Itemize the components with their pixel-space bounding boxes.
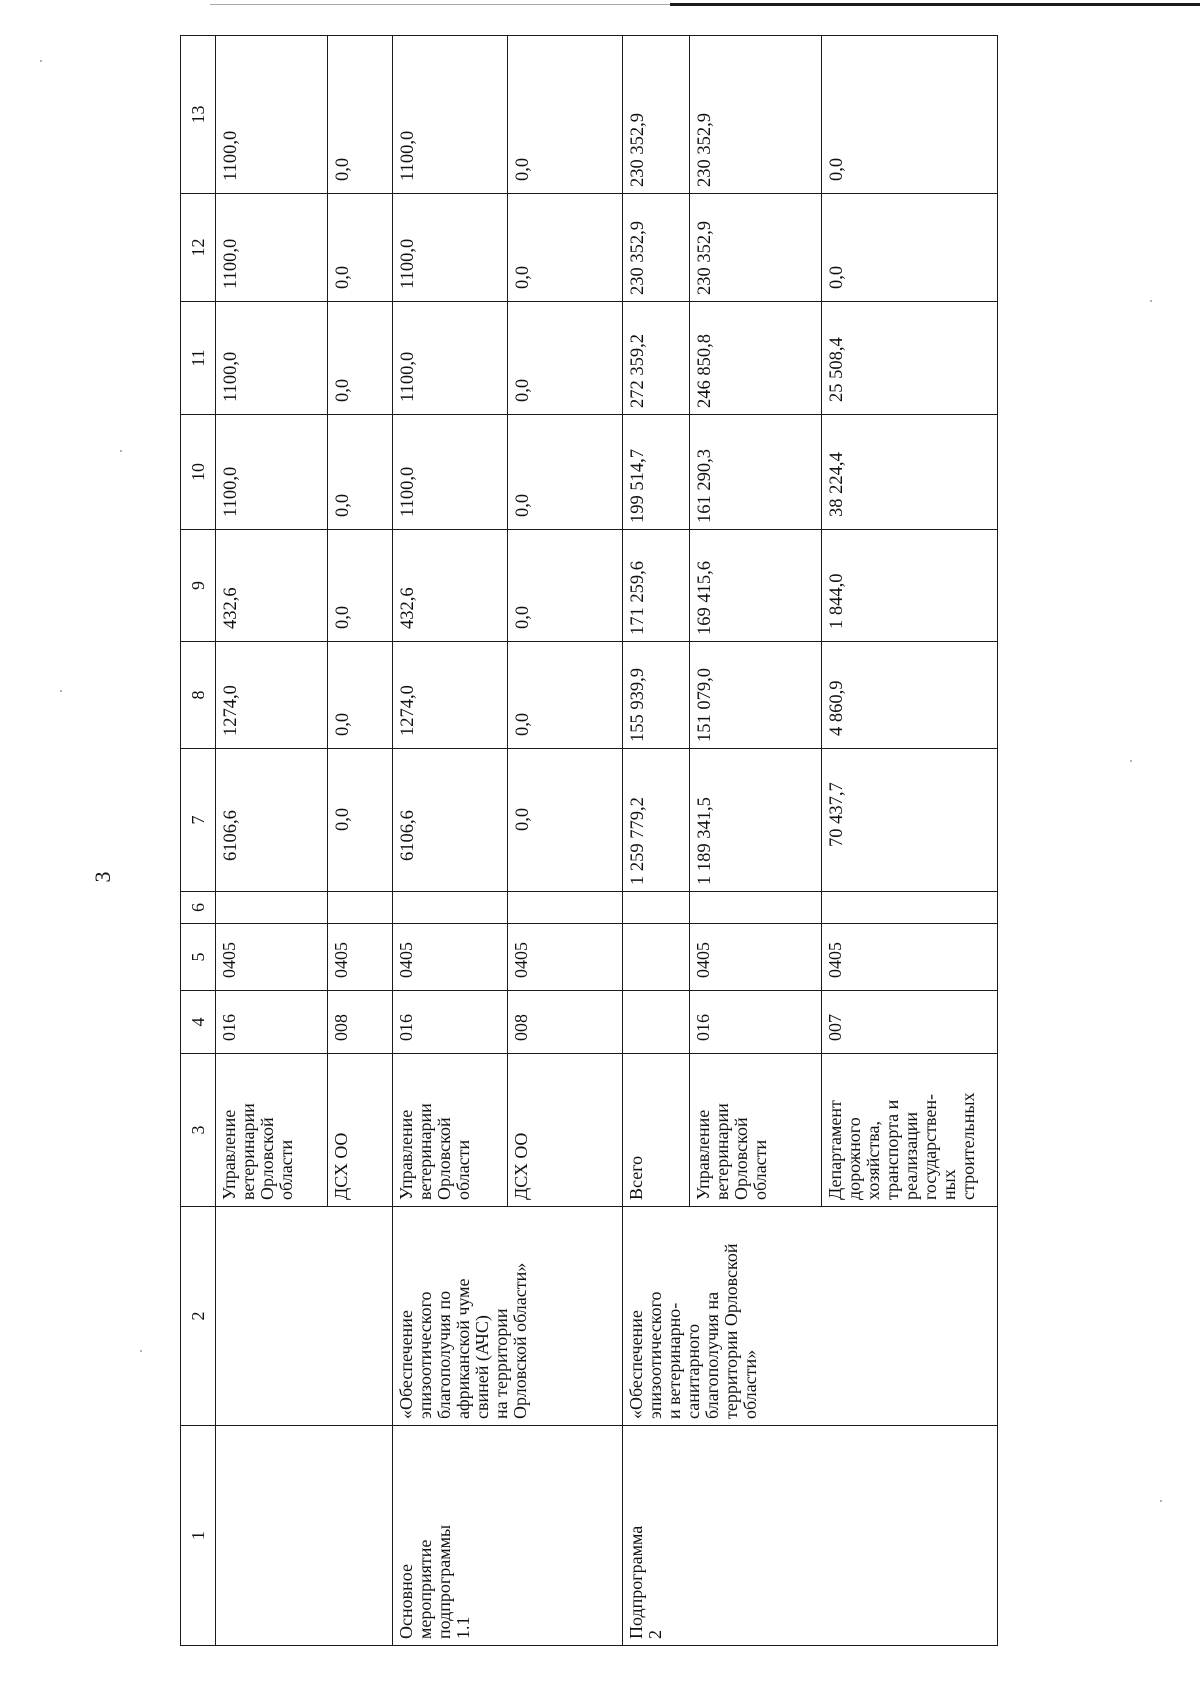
empty-cell: [216, 892, 328, 924]
scan-speck: [40, 60, 42, 62]
header-cell: 13: [181, 36, 216, 194]
code-cell: 008: [508, 991, 623, 1054]
value-cell: 0,0: [328, 642, 393, 749]
header-cell: 9: [181, 530, 216, 642]
value-cell: 171 259,6: [623, 530, 690, 642]
value-cell: 0,0: [822, 36, 998, 194]
scan-speck: [60, 690, 62, 692]
value-cell: 6106,6: [393, 749, 508, 892]
value-cell: 246 850,8: [690, 302, 822, 415]
empty-cell: [690, 892, 822, 924]
row-label-cell: Подпрограмма 2: [623, 1426, 998, 1646]
scan-speck: [140, 1350, 142, 1352]
value-cell: 0,0: [508, 415, 623, 530]
value-cell: 0,0: [328, 302, 393, 415]
code-cell: 007: [822, 991, 998, 1054]
empty-cell: [822, 892, 998, 924]
header-cell: 3: [181, 1054, 216, 1207]
value-cell: 1100,0: [393, 415, 508, 530]
value-cell: 1274,0: [393, 642, 508, 749]
value-cell: 0,0: [508, 530, 623, 642]
value-cell: 0,0: [328, 530, 393, 642]
value-cell: 1100,0: [393, 302, 508, 415]
value-cell: 0,0: [328, 415, 393, 530]
executor-cell: Управление ветеринарии Орловской области: [216, 1054, 328, 1207]
row-description-cell: [216, 1207, 393, 1426]
header-cell: 2: [181, 1207, 216, 1426]
value-cell: 230 352,9: [623, 194, 690, 302]
value-cell: 432,6: [393, 530, 508, 642]
value-cell: 1100,0: [216, 302, 328, 415]
value-cell: 272 359,2: [623, 302, 690, 415]
section-code-cell: 0405: [393, 924, 508, 991]
value-cell: 1 259 779,2: [623, 749, 690, 892]
executor-cell: ДСХ ОО: [328, 1054, 393, 1207]
value-cell: 1274,0: [216, 642, 328, 749]
header-cell: 4: [181, 991, 216, 1054]
header-cell: 7: [181, 749, 216, 892]
page-number: 3: [90, 871, 115, 883]
value-cell: 169 415,6: [690, 530, 822, 642]
value-cell: 0,0: [328, 36, 393, 194]
empty-cell: [393, 892, 508, 924]
value-cell: 155 939,9: [623, 642, 690, 749]
value-cell: 1100,0: [216, 415, 328, 530]
header-cell: 10: [181, 415, 216, 530]
empty-cell: [508, 892, 623, 924]
section-code-cell: [623, 924, 690, 991]
header-cell: 6: [181, 892, 216, 924]
value-cell: 38 224,4: [822, 415, 998, 530]
row-label-cell: Основное мероприятие подпрограммы 1.1: [393, 1426, 623, 1646]
table-row: [393, 36, 508, 1646]
value-cell: 0,0: [328, 749, 393, 892]
empty-cell: [328, 892, 393, 924]
value-cell: 1100,0: [393, 194, 508, 302]
code-cell: 016: [216, 991, 328, 1054]
section-code-cell: 0405: [822, 924, 998, 991]
scan-edge-line: [670, 3, 1200, 6]
value-cell: 0,0: [508, 194, 623, 302]
budget-table: [180, 35, 998, 1646]
scan-edge-line-thin: [210, 4, 670, 5]
value-cell: 70 437,7: [822, 749, 998, 892]
value-cell: 230 352,9: [623, 36, 690, 194]
executor-cell: ДСХ ОО: [508, 1054, 623, 1207]
header-cell: 8: [181, 642, 216, 749]
empty-cell: [623, 892, 690, 924]
section-code-cell: 0405: [508, 924, 623, 991]
section-code-cell: 0405: [216, 924, 328, 991]
section-code-cell: 0405: [690, 924, 822, 991]
value-cell: 0,0: [508, 642, 623, 749]
executor-cell: Управление ветеринарии Орловской области: [690, 1054, 822, 1207]
value-cell: 6106,6: [216, 749, 328, 892]
value-cell: 25 508,4: [822, 302, 998, 415]
header-cell: 5: [181, 924, 216, 991]
table-row: [216, 36, 328, 1646]
header-row: [181, 36, 216, 1646]
table-row: [623, 36, 690, 1646]
value-cell: 1100,0: [216, 194, 328, 302]
value-cell: 0,0: [508, 36, 623, 194]
value-cell: 0,0: [328, 194, 393, 302]
value-cell: 199 514,7: [623, 415, 690, 530]
value-cell: 161 290,3: [690, 415, 822, 530]
value-cell: 230 352,9: [690, 194, 822, 302]
executor-cell: Департамент дорожного хозяйства, транспорта и реализации государствен- ных строительных: [822, 1054, 998, 1207]
scan-speck: [120, 450, 122, 452]
code-cell: 016: [690, 991, 822, 1054]
code-cell: [623, 991, 690, 1054]
header-cell: 1: [181, 1426, 216, 1646]
header-cell: 11: [181, 302, 216, 415]
executor-cell: Управление ветеринарии Орловской области: [393, 1054, 508, 1207]
value-cell: 151 079,0: [690, 642, 822, 749]
budget-table-rotated: [180, 36, 1200, 1646]
value-cell: 1100,0: [393, 36, 508, 194]
value-cell: 230 352,9: [690, 36, 822, 194]
value-cell: 0,0: [822, 194, 998, 302]
row-label-cell: [216, 1426, 393, 1646]
code-cell: 008: [328, 991, 393, 1054]
value-cell: 4 860,9: [822, 642, 998, 749]
value-cell: 0,0: [508, 302, 623, 415]
value-cell: 1 189 341,5: [690, 749, 822, 892]
value-cell: 1 844,0: [822, 530, 998, 642]
value-cell: 432,6: [216, 530, 328, 642]
row-description-cell: «Обеспечение эпизоотического и ветеринарно- санитарного благополучия на территории Орловской области»: [623, 1207, 998, 1426]
code-cell: 016: [393, 991, 508, 1054]
section-code-cell: 0405: [328, 924, 393, 991]
value-cell: 1100,0: [216, 36, 328, 194]
executor-cell: Всего: [623, 1054, 690, 1207]
row-description-cell: «Обеспечение эпизоотического благополучия по африканской чуме свиней (АЧС) на территории Орловской области»: [393, 1207, 623, 1426]
header-cell: 12: [181, 194, 216, 302]
value-cell: 0,0: [508, 749, 623, 892]
